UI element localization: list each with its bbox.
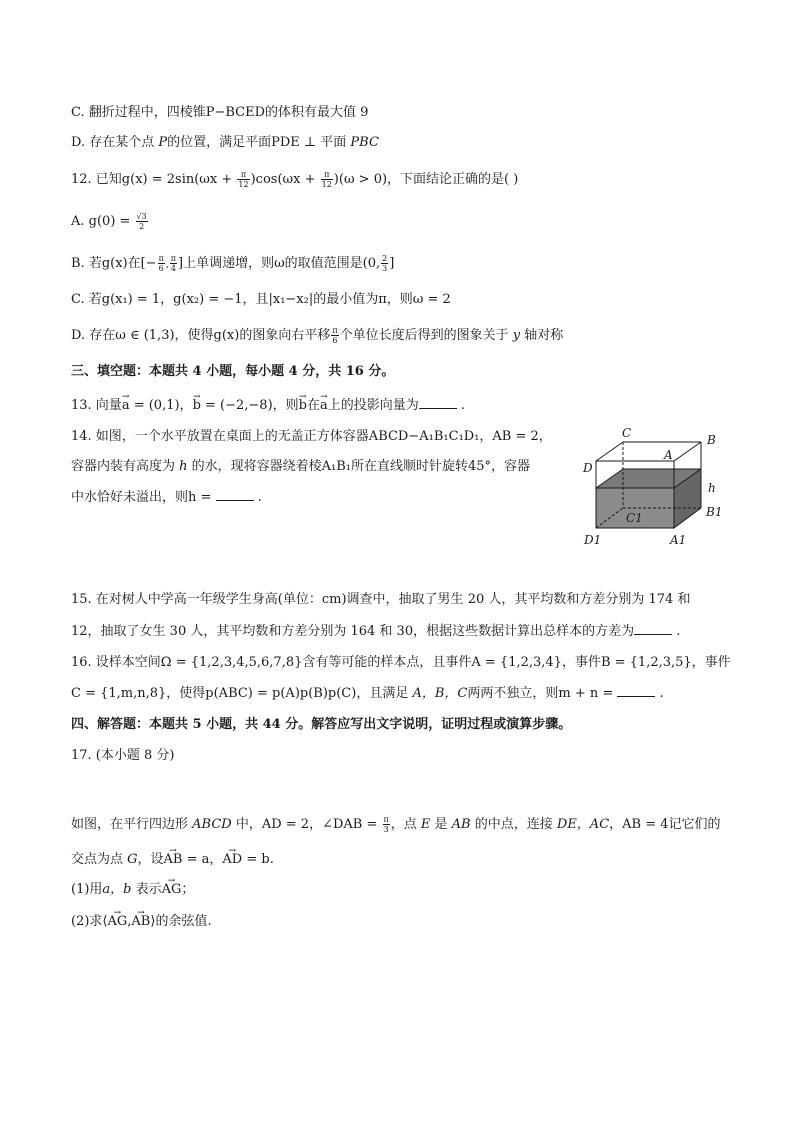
q16-line-1: 16. 设样本空间Ω = {1,2,3,4,5,6,7,8}含有等可能的样本点，且事件A = {1,2,3,4}，事件B = {1,2,3,5}，事件 (71, 655, 731, 670)
vertex-label-d1: D1 (584, 533, 602, 547)
vertex-label-b: B (707, 433, 716, 447)
cube-container-figure (580, 420, 730, 555)
fraction: $\frac{2}{3}$ (382, 254, 388, 273)
vertex-label-a1: A1 (670, 533, 687, 547)
q11-option-c: C. 翻折过程中，四棱锥P−BCED的体积有最大值 9 (71, 105, 369, 120)
vertex-label-a: A (664, 448, 673, 462)
q14-line-1: 14. 如图，一个水平放置在桌面上的无盖正方体容器ABCD−A₁B₁C₁D₁，AB = 2， (71, 429, 552, 444)
q15-line-2: 12，抽取了女生 30 人，其平均数和方差分别为 164 和 30，根据这些数据计算出总样本的方差为 . (71, 624, 681, 639)
q17-line-2: 交点为点 G，设→ AB = a，→ AD = b. (71, 850, 274, 870)
height-label-h: h (708, 481, 716, 495)
q17-line-1: 如图，在平行四边形 ABCD 中，AD = 2，∠DAB = $\frac{\pi}{3}$ ，点 E 是 AB 的中点，连接 DE，AC，AB = 4记它们的 (71, 815, 721, 834)
q11-option-d: D. 存在某个点 P的位置，满足平面PDE ⊥ 平面 PBC (71, 135, 379, 150)
answer-blank (216, 488, 254, 501)
vertex-label-c1: C1 (626, 511, 643, 525)
fraction: $\frac{\pi}{12}$ (321, 170, 332, 189)
fraction: $\frac{\pi}{4}$ (170, 254, 176, 273)
section-3-heading: 三、填空题：本题共 4 小题，每小题 4 分，共 16 分。 (71, 364, 395, 379)
fraction: $\frac{\pi}{3}$ (383, 815, 389, 834)
q12-option-c: C. 若g(x₁) = 1，g(x₂) = −1，且|x₁−x₂|的最小值为π，则ω = 2 (71, 292, 451, 307)
q12-option-a: A. g(0) = $\frac{√3}{2}$ (71, 212, 147, 231)
q14-line-2: 容器内装有高度为 h 的水，现将容器绕着棱A₁B₁所在直线顺时针旋转45°，容器 (71, 459, 531, 474)
q16-line-2: C = {1,m,n,8}，使得p(ABC) = p(A)p(B)p(C)，且满足 A，B，C两两不独立，则m + n = . (71, 686, 664, 701)
q17-heading: 17. (本小题 8 分) (71, 748, 175, 763)
q12-option-b: B. 若g(x)在[− $\frac{\pi}{6}$ , $\frac{\pi}{4}$ ]上单调递增，则ω的取值范围是(0, $\frac{2}{3}$ ] (71, 254, 395, 273)
q12-stem: 12. 已知g(x) = 2sin(ωx + $\frac{\pi}{12}$ )cos(ωx + $\frac{\pi}{12}$ )(ω > 0)，下面结论正确的是( ) (71, 170, 519, 189)
q17-part-1: (1)用a，b 表示→ AG； (71, 880, 194, 900)
q13: 13. 向量→ a = (0,1)，→ b = (−2,−8)，则→ b在→ a上的投影向量为 . (71, 396, 465, 416)
fraction: $\frac{\pi}{6}$ (158, 254, 164, 273)
answer-blank (617, 684, 655, 697)
fraction: $\frac{√3}{2}$ (136, 212, 147, 231)
vertex-label-b1: B1 (706, 505, 723, 519)
fraction: $\frac{\pi}{6}$ (332, 326, 338, 345)
vertex-label-d: D (583, 461, 593, 475)
answer-blank (419, 396, 457, 409)
cube-edge (596, 442, 623, 461)
q14-line-3: 中水恰好未溢出，则h = . (71, 490, 262, 505)
fraction: $\frac{\pi}{12}$ (238, 170, 249, 189)
q15-line-1: 15. 在对树人中学高一年级学生身高(单位：cm)调查中，抽取了男生 20 人，其平均数和方差分别为 174 和 (71, 592, 691, 607)
section-4-heading: 四、解答题：本题共 5 小题，共 44 分。解答应写出文字说明，证明过程或演算步骤。 (71, 717, 572, 732)
cube-edge (674, 442, 701, 461)
answer-blank (634, 622, 672, 635)
q17-part-2: (2)求⟨→ AG,→ AB⟩的余弦值. (71, 912, 212, 932)
q12-option-d: D. 存在ω ∈ (1,3)，使得g(x)的图象向右平移 $\frac{\pi}{6}$ 个单位长度后得到的图象关于 y 轴对称 (71, 326, 564, 345)
vertex-label-c: C (622, 426, 632, 440)
